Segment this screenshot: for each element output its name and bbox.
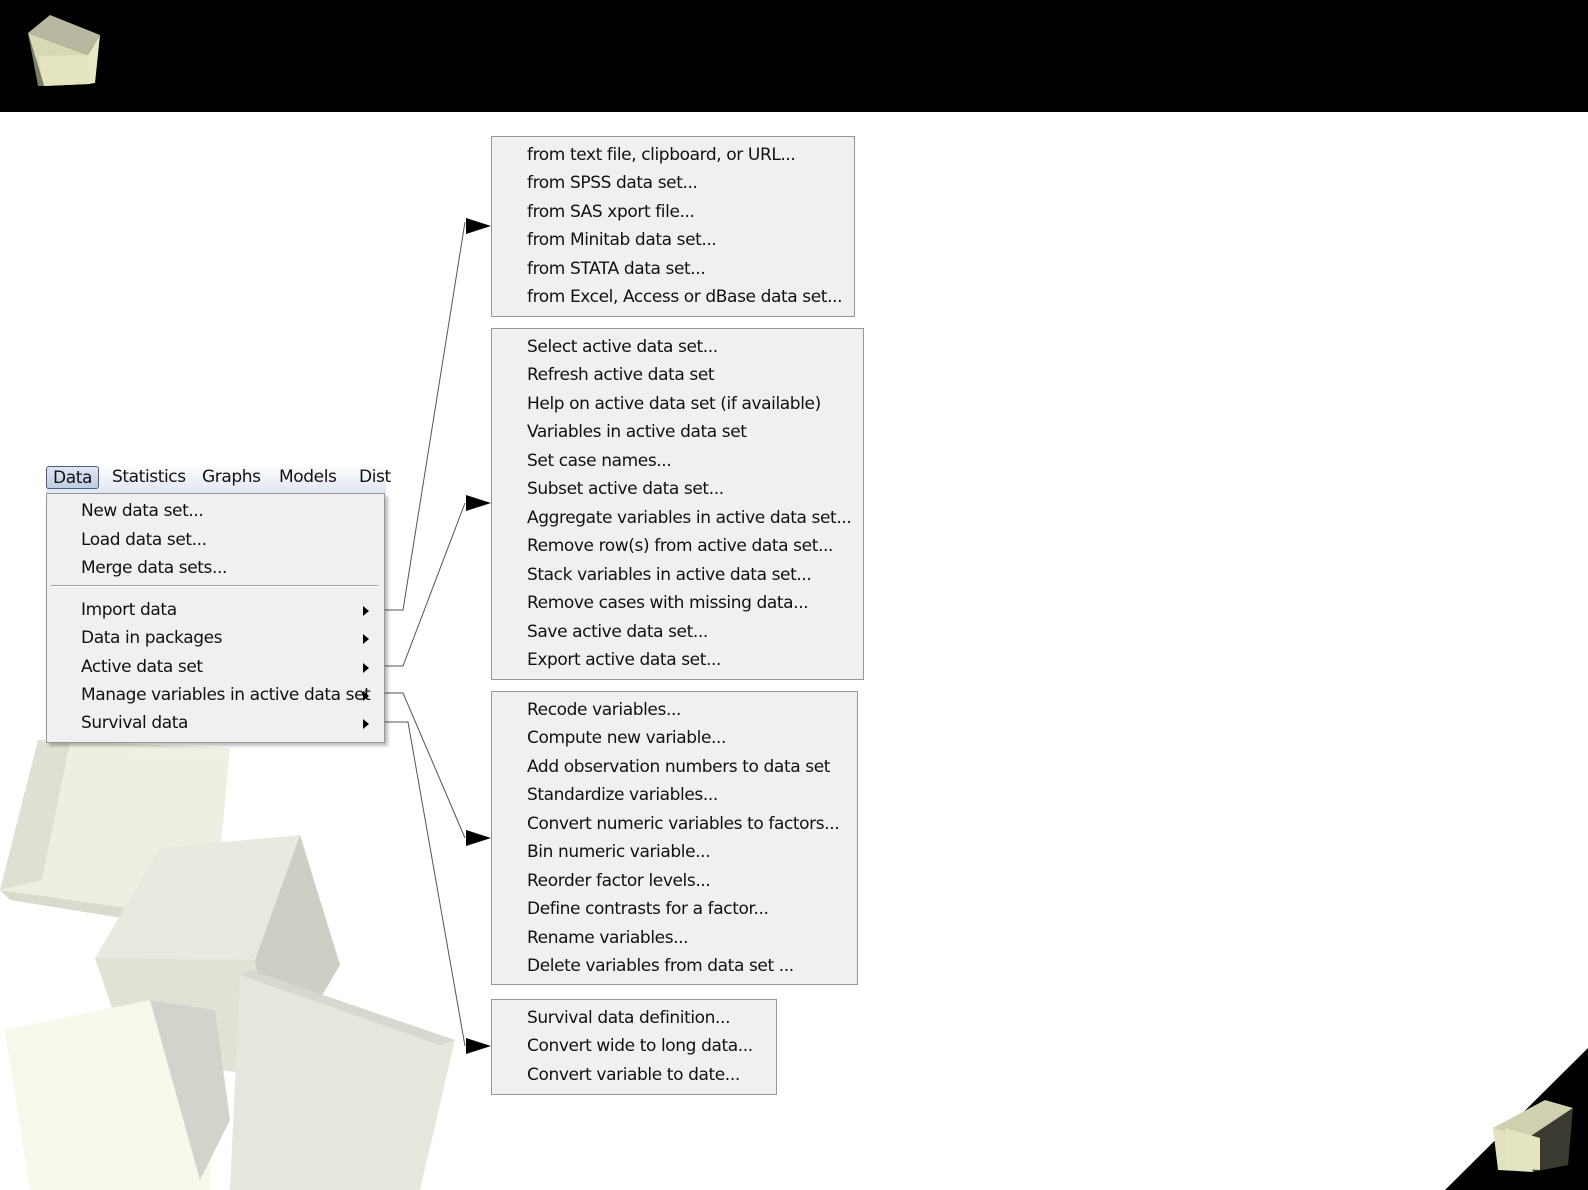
submenu-item[interactable]: from SPSS data set... (527, 173, 698, 193)
submenu-item[interactable]: Standardize variables... (527, 785, 718, 805)
submenu-arrow-icon (363, 606, 369, 616)
submenu-item[interactable]: Set case names... (527, 451, 672, 471)
menu-graphs[interactable]: Graphs (202, 467, 261, 487)
submenu-item[interactable]: Add observation numbers to data set (527, 757, 831, 777)
menu-item-import-data[interactable]: Import data (81, 600, 177, 620)
menu-item-survival-data[interactable]: Survival data (81, 713, 189, 733)
submenu-item[interactable]: Refresh active data set (527, 365, 715, 385)
submenu-item[interactable]: Convert wide to long data... (527, 1036, 753, 1056)
menu-data[interactable]: Data (46, 466, 99, 489)
menu-item-merge-data-sets[interactable]: Merge data sets... (81, 558, 228, 578)
menu-distributions[interactable]: Dist (359, 467, 391, 487)
submenu-manage-variables (491, 691, 858, 985)
submenu-item[interactable]: Remove row(s) from active data set... (527, 536, 833, 556)
submenu-survival-data (491, 999, 777, 1095)
menu-item-load-data-set[interactable]: Load data set... (81, 530, 207, 550)
submenu-item[interactable]: Convert numeric variables to factors... (527, 814, 840, 834)
menu-item-active-data-set[interactable]: Active data set (81, 657, 203, 677)
submenu-item[interactable]: Bin numeric variable... (527, 842, 711, 862)
submenu-item[interactable]: from Minitab data set... (527, 230, 717, 250)
submenu-item[interactable]: Recode variables... (527, 700, 681, 720)
connector-arrow-icon (466, 830, 491, 846)
submenu-item[interactable]: Variables in active data set (527, 422, 747, 442)
data-menu (46, 493, 385, 743)
submenu-item[interactable]: Delete variables from data set ... (527, 956, 794, 976)
submenu-item[interactable]: Select active data set... (527, 337, 718, 357)
submenu-item[interactable]: from text file, clipboard, or URL... (527, 145, 796, 165)
submenu-item[interactable]: Help on active data set (if available) (527, 394, 821, 414)
submenu-item[interactable]: Convert variable to date... (527, 1065, 740, 1085)
submenu-item[interactable]: Subset active data set... (527, 479, 724, 499)
submenu-item[interactable]: Export active data set... (527, 650, 722, 670)
submenu-active-data-set (491, 328, 864, 680)
submenu-arrow-icon (363, 691, 369, 701)
connector-arrow-icon (466, 218, 491, 234)
submenu-arrow-icon (363, 719, 369, 729)
submenu-item[interactable]: from STATA data set... (527, 259, 706, 279)
menu-bar (46, 463, 391, 493)
submenu-item[interactable]: Survival data definition... (527, 1008, 731, 1028)
submenu-item[interactable]: from SAS xport file... (527, 202, 695, 222)
submenu-arrow-icon (363, 663, 369, 673)
submenu-item[interactable]: Define contrasts for a factor... (527, 899, 769, 919)
submenu-item[interactable]: Rename variables... (527, 928, 689, 948)
submenu-item[interactable]: Reorder factor levels... (527, 871, 711, 891)
menu-item-data-in-packages[interactable]: Data in packages (81, 628, 223, 648)
connector-arrow-icon (466, 1038, 491, 1054)
menu-item-new-data-set[interactable]: New data set... (81, 501, 204, 521)
menu-separator (51, 585, 378, 587)
submenu-item[interactable]: from Excel, Access or dBase data set... (527, 287, 843, 307)
submenu-import-data (491, 136, 855, 317)
submenu-item[interactable]: Aggregate variables in active data set... (527, 508, 852, 528)
submenu-item[interactable]: Stack variables in active data set... (527, 565, 812, 585)
submenu-item[interactable]: Save active data set... (527, 622, 708, 642)
menu-statistics[interactable]: Statistics (112, 467, 186, 487)
submenu-arrow-icon (363, 634, 369, 644)
connector-arrow-icon (466, 495, 491, 511)
menu-item-manage-variables[interactable]: Manage variables in active data set (81, 685, 371, 705)
menu-models[interactable]: Models (279, 467, 337, 487)
submenu-item[interactable]: Compute new variable... (527, 728, 727, 748)
submenu-item[interactable]: Remove cases with missing data... (527, 593, 809, 613)
